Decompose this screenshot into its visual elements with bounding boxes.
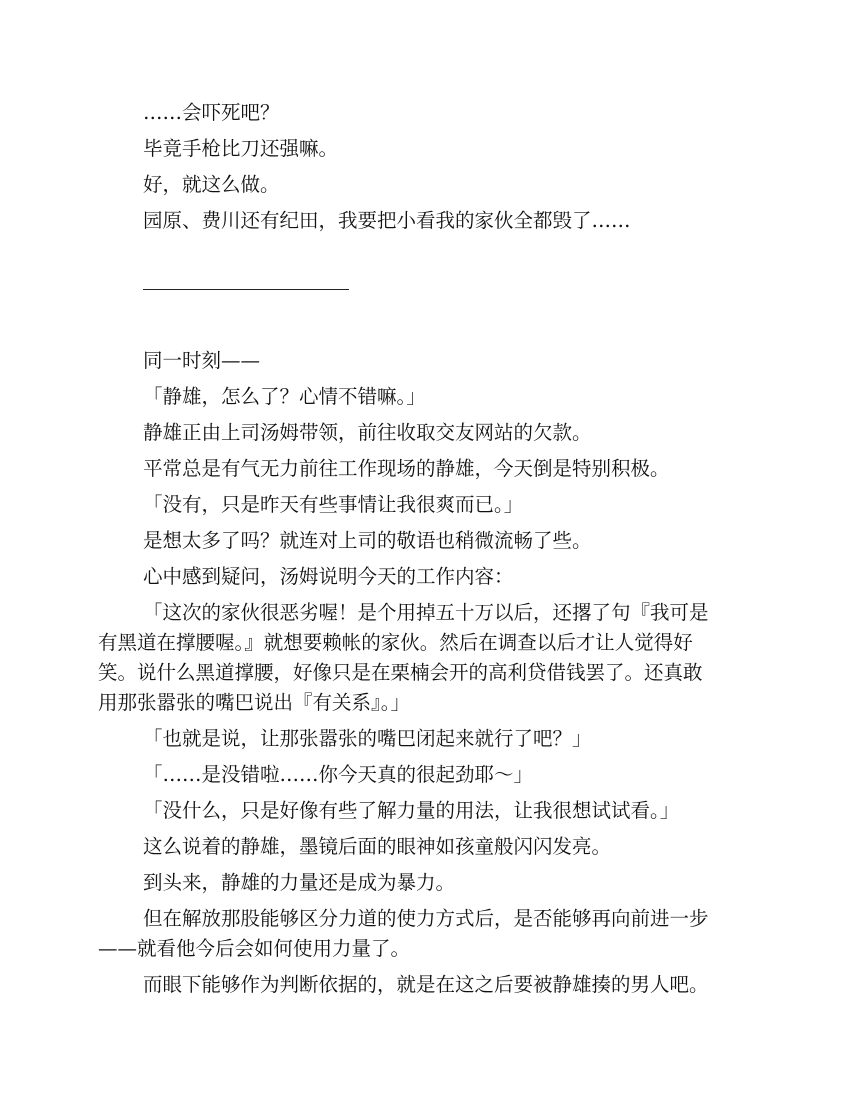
paragraph-long [0, 904, 749, 964]
section-1-text [143, 98, 749, 242]
paragraph-line: 「这次的家伙很恶劣喔！是个用掉五十万以后，还撂了句『我可是 [143, 601, 709, 624]
dialogue-paragraph: 「……是没错啦……你今天真的很起劲耶～」 [143, 763, 534, 786]
paragraph: 这么说着的静雄，墨镜后面的眼神如孩童般闪闪发亮。 [143, 835, 612, 858]
dialogue-paragraph: 「没什么，只是好像有些了解力量的用法，让我很想试试看。」 [143, 799, 680, 822]
paragraph: 心中感到疑问，汤姆说明今天的工作内容： [143, 565, 514, 588]
paragraph: 平常总是有气无力前往工作现场的静雄，今天倒是特别积极。 [143, 457, 670, 480]
paragraph: 到头来，静雄的力量还是成为暴力。 [143, 871, 456, 894]
dialogue-paragraph: 「静雄，怎么了？心情不错嘛。」 [143, 385, 426, 408]
paragraph: 静雄正由上司汤姆带领，前往收取交友网站的欠款。 [143, 421, 592, 444]
paragraph: 同一时刻—— [143, 349, 261, 372]
paragraph: 是想太多了吗？就连对上司的敬语也稍微流畅了些。 [143, 529, 592, 552]
paragraph-line: 有黑道在撑腰喔。』就想要赖帐的家伙。然后在调查以后才让人觉得好 [98, 631, 693, 654]
paragraph-line: 用那张嚣张的嘴巴说出『有关系』。」 [98, 691, 411, 714]
dialogue-paragraph: 「也就是说，让那张嚣张的嘴巴闭起来就行了吧？」 [143, 727, 592, 750]
section-2-text [98, 346, 749, 1006]
paragraph: 园原、费川还有纪田，我要把小看我的家伙全都毁了…… [143, 209, 631, 232]
paragraph-line: ——就看他今后会如何使用力量了。 [98, 937, 411, 960]
paragraph: 毕竟手枪比刀还强嘛。 [143, 137, 339, 160]
paragraph-line: 笑。说什么黑道撑腰，好像只是在栗楠会开的高利贷借钱罢了。还真敢 [98, 661, 703, 684]
paragraph: 好，就这么做。 [143, 173, 280, 196]
dialogue-paragraph: 「没有，只是昨天有些事情让我很爽而已。」 [143, 493, 524, 516]
paragraph: ……会吓死吧？ [143, 101, 280, 124]
paragraph-line: 但在解放那股能够区分力道的使力方式后，是否能够再向前进一步 [143, 907, 709, 930]
dialogue-paragraph-long [0, 598, 749, 718]
paragraph: 而眼下能够作为判断依据的，就是在这之后要被静雄揍的男人吧。 [143, 973, 709, 996]
section-divider [143, 289, 349, 290]
